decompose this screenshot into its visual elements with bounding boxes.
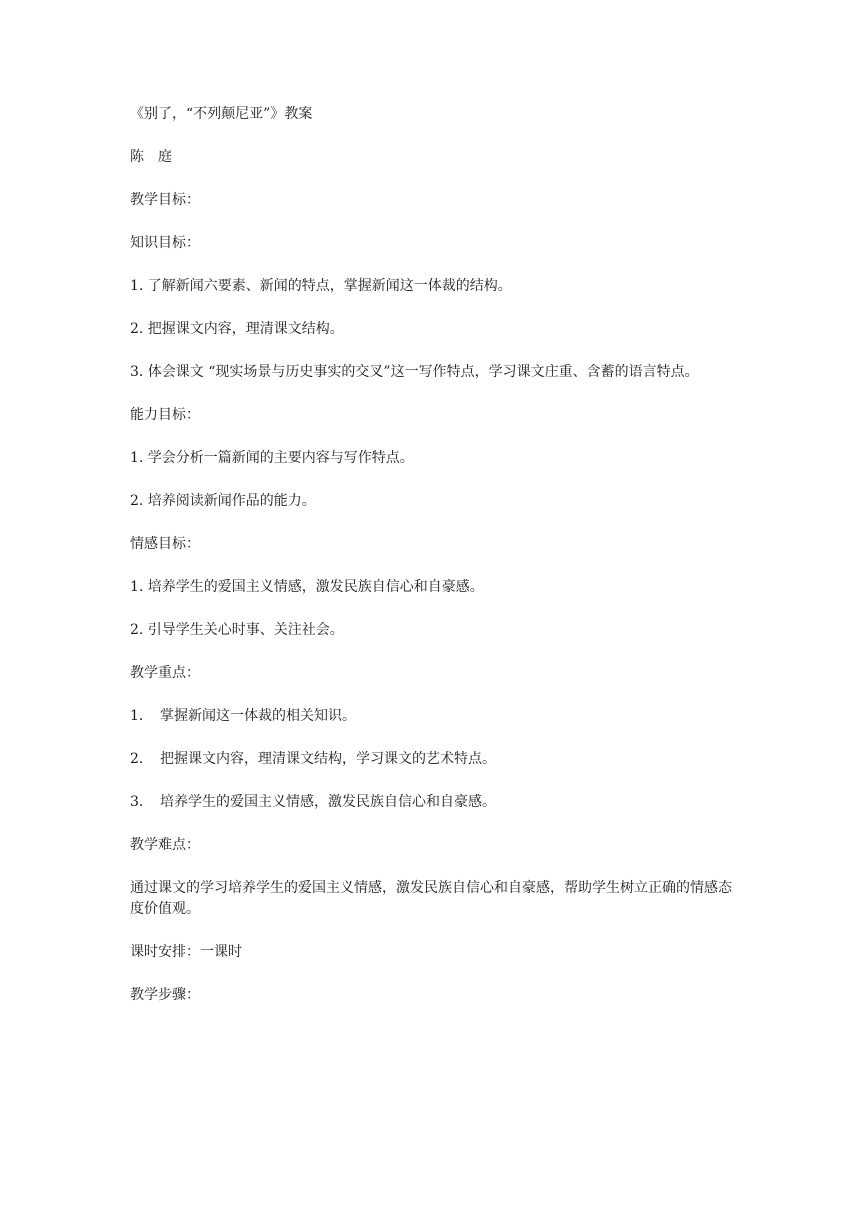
key-point-number: 3． [130, 794, 153, 810]
objectives-heading: 教学目标： [130, 192, 200, 208]
emotion-item: 1. 培养学生的爱国主义情感，激发民族自信心和自豪感。 [130, 579, 484, 595]
knowledge-heading: 知识目标： [130, 235, 200, 251]
ability-item: 1. 学会分析一篇新闻的主要内容与写作特点。 [130, 450, 414, 466]
author-given-name: 庭 [158, 149, 172, 165]
document-title: 《别了，“不列颠尼亚”》教案 [130, 106, 313, 122]
knowledge-item: 1. 了解新闻六要素、新闻的特点，掌握新闻这一体裁的结构。 [130, 278, 512, 294]
key-point-text: 把握课文内容，理清课文结构，学习课文的艺术特点。 [160, 751, 496, 767]
difficult-text: 通过课文的学习培养学生的爱国主义情感，激发民族自信心和自豪感，帮助学生树立正确的情感态度价值观。 [130, 880, 732, 917]
author-name [130, 147, 736, 168]
knowledge-item: 2. 把握课文内容，理清课文结构。 [130, 321, 344, 337]
author-family-name: 陈 [130, 149, 144, 165]
schedule-line: 课时安排：一课时 [130, 944, 242, 960]
key-point-text: 掌握新闻这一体裁的相关知识。 [160, 708, 356, 724]
difficult-heading: 教学难点： [130, 837, 200, 853]
key-points-heading: 教学重点： [130, 665, 200, 681]
key-point-text: 培养学生的爱国主义情感，激发民族自信心和自豪感。 [160, 794, 496, 810]
key-point-item [130, 706, 736, 727]
emotion-item: 2. 引导学生关心时事、关注社会。 [130, 622, 344, 638]
key-point-number: 1． [130, 708, 153, 724]
knowledge-item: 3. 体会课文 “现实场景与历史事实的交叉”这一写作特点，学习课文庄重、含蓄的语言特点。 [130, 364, 699, 380]
emotion-heading: 情感目标： [130, 536, 200, 552]
ability-item: 2. 培养阅读新闻作品的能力。 [130, 493, 316, 509]
document-body [130, 104, 736, 1028]
steps-heading: 教学步骤： [130, 987, 200, 1003]
key-point-item [130, 749, 736, 770]
ability-heading: 能力目标： [130, 407, 200, 423]
key-point-item [130, 792, 736, 813]
key-point-number: 2． [130, 751, 153, 767]
